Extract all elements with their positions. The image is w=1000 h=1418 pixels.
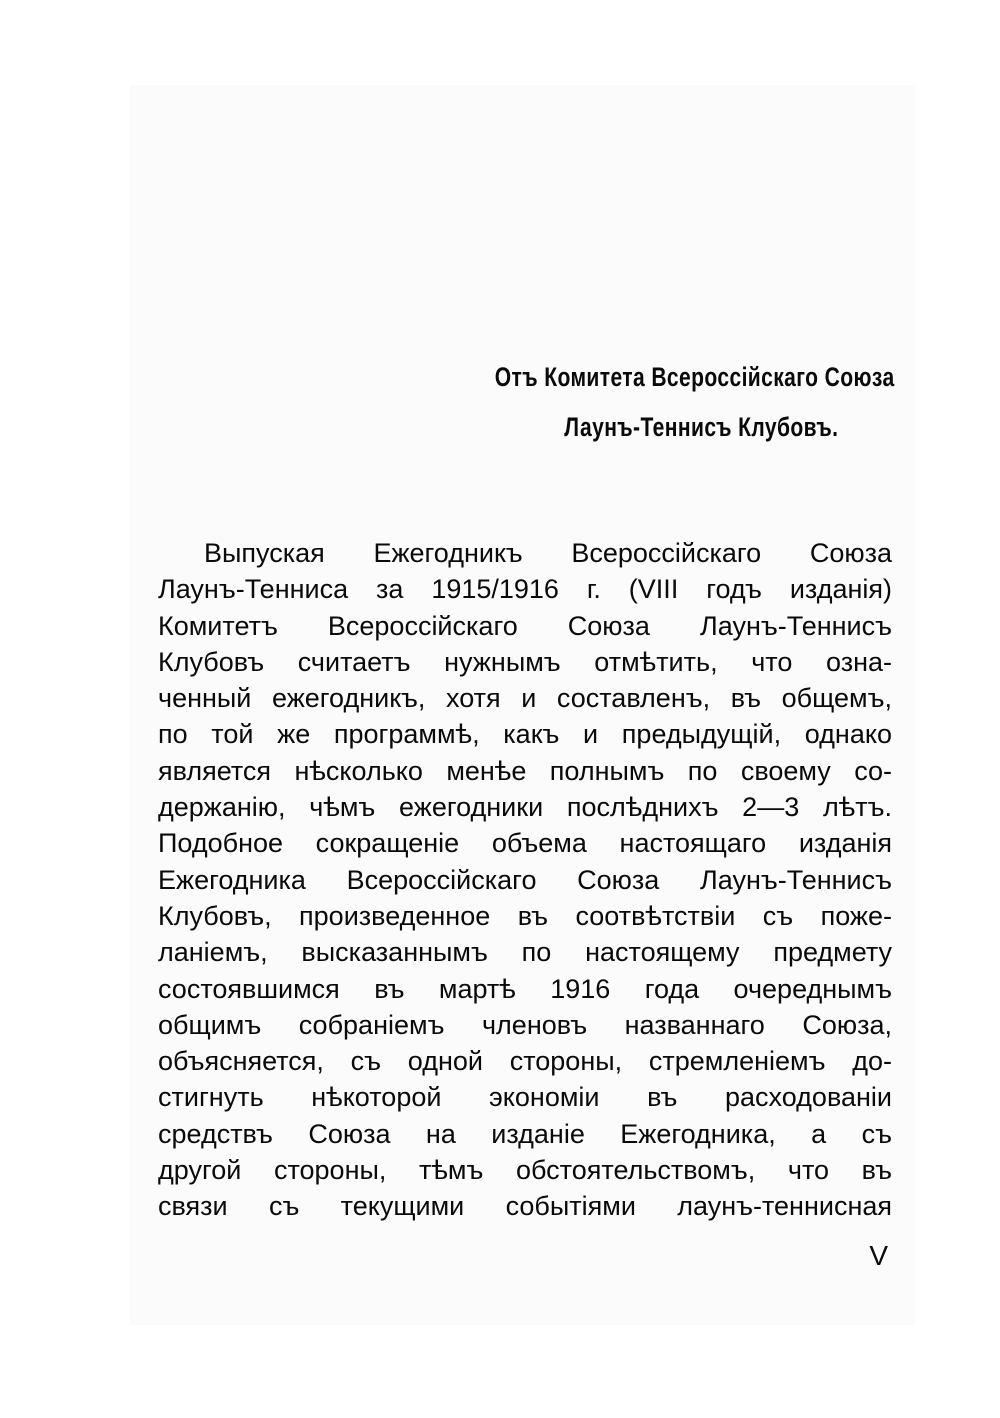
text-line: стигнуть нѣкоторой экономіи въ расходованіи — [158, 1082, 892, 1113]
text-line: является нѣсколько менѣе полнымъ по своему со- — [158, 755, 892, 786]
text-line: по той же программѣ, какъ и предыдущій, однако — [158, 719, 892, 750]
body-paragraph — [158, 535, 892, 1225]
text-line: состоявшимся въ мартѣ 1916 года очереднымъ — [158, 973, 892, 1004]
page-number: V — [869, 1240, 888, 1271]
text-line: держанію, чѣмъ ежегодники послѣднихъ 2—3 лѣтъ. — [158, 792, 892, 823]
text-line: Подобное сокращеніе объема настоящаго изданія — [158, 828, 892, 859]
text-line: Комитетъ Всероссійскаго Союза Лаунъ-Теннисъ — [158, 610, 892, 641]
text-line: ченный ежегодникъ, хотя и составленъ, въ общемъ, — [158, 683, 892, 714]
text-line: другой стороны, тѣмъ обстоятельствомъ, что въ — [158, 1155, 892, 1186]
text-line: объясняется, съ одной стороны, стремленіемъ до- — [158, 1046, 892, 1077]
text-line: связи съ текущими событіями лаунъ-теннисная — [158, 1191, 892, 1222]
text-line: общимъ собраніемъ членовъ названнаго Союза, — [158, 1009, 892, 1040]
text-line: Лаунъ-Тенниса за 1915/1916 г. (VIII годъ изданія) — [158, 574, 892, 605]
text-line: Клубовъ, произведенное въ соотвѣтствіи съ поже- — [158, 900, 892, 931]
heading-line-2: Лаунъ-Теннисъ Клубовъ. — [564, 412, 839, 442]
text-line: Ежегодника Всероссійскаго Союза Лаунъ-Теннисъ — [158, 864, 892, 895]
text-line: средствъ Союза на изданіе Ежегодника, а съ — [158, 1118, 892, 1149]
text-line: Клубовъ считаетъ нужнымъ отмѣтить, что озна- — [158, 646, 892, 677]
text-line: Выпуская Ежегодникъ Всероссійскаго Союза — [204, 538, 892, 568]
section-heading — [495, 352, 895, 452]
heading-line-1: Отъ Комитета Всероссійскаго Союза — [495, 362, 895, 392]
text-line: ланіемъ, высказаннымъ по настоящему предмету — [158, 937, 892, 968]
